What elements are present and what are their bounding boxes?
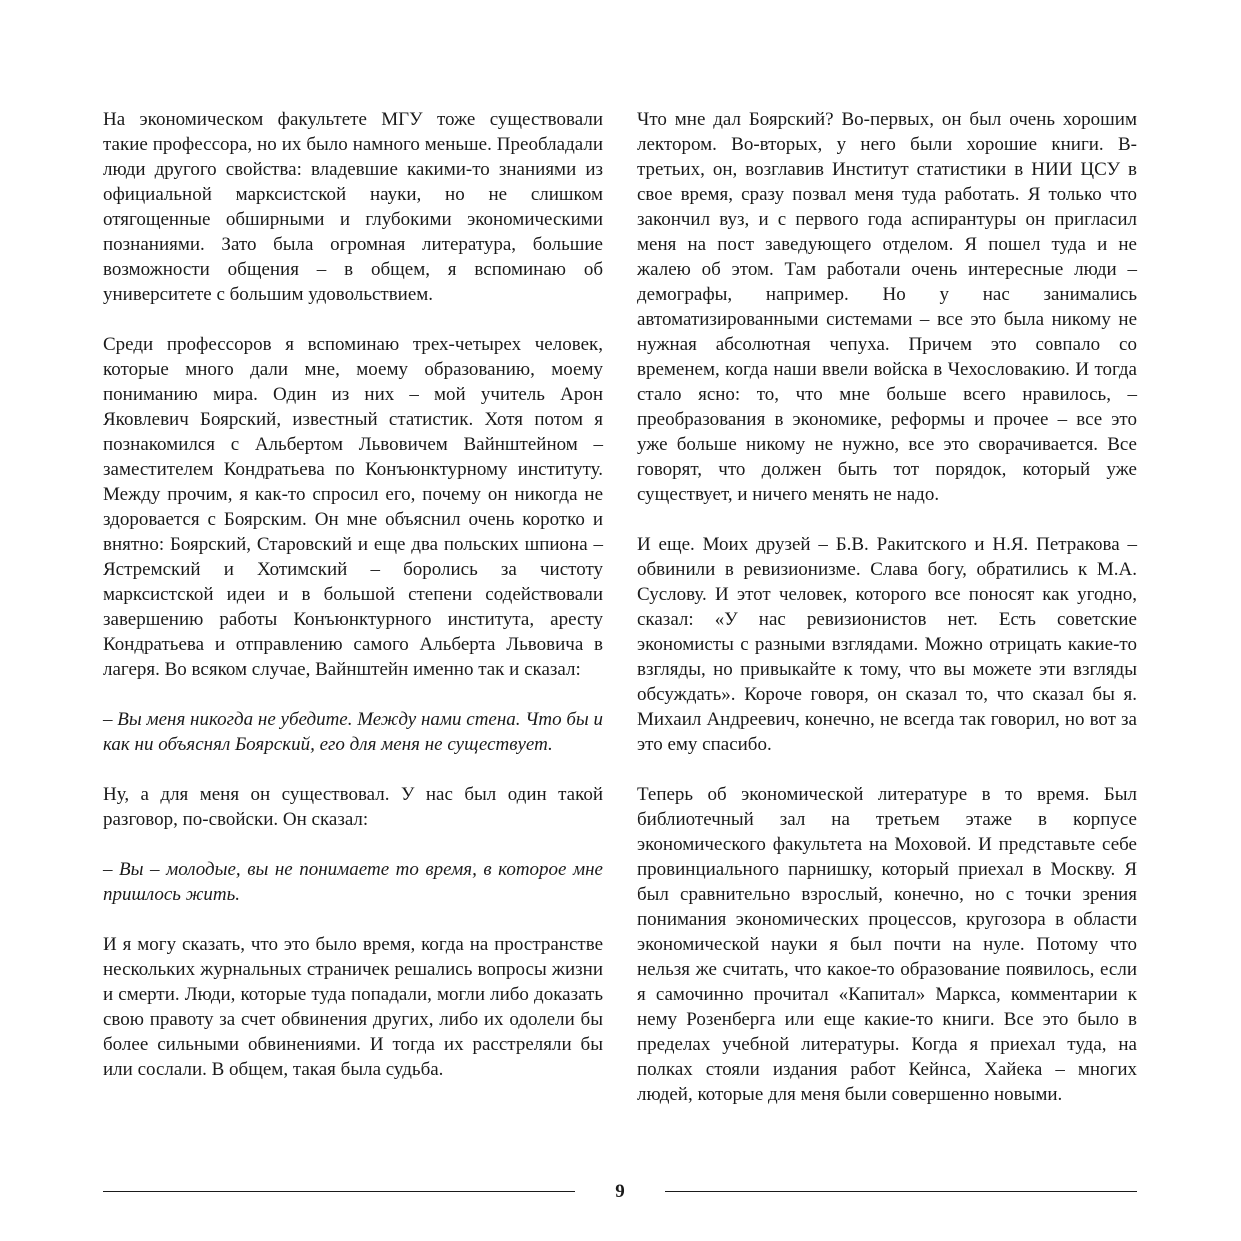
right-column (637, 107, 1137, 1107)
quote-paragraph: – Вы меня никогда не убедите. Между нами стена. Что бы и как ни объяснял Боярский, его для меня не существует. (103, 709, 604, 755)
page-number: 9 (615, 1181, 625, 1202)
paragraph: Ну, а для меня он существовал. У нас был один такой разговор, по-свойски. Он сказал: (103, 784, 603, 830)
quote-paragraph: – Вы – молодые, вы не понимаете то время, в которое мне пришлось жить. (103, 859, 603, 905)
paragraph: На экономическом факультете МГУ тоже существовали такие профессора, но их было намного меньше. Преобладали люди другого свойства: владевшие какими-то знаниями из официальной марксистской науки, но не слишком отягощенные обширными и глубокими экономическими познаниями. Зато была огромная литература, большие возможности общения – в общем, я вспоминаю об университете с большим удовольствием. (103, 109, 603, 305)
paragraph: И еще. Моих друзей – Б.В. Ракитского и Н.Я. Петракова – обвинили в ревизионизме. Слава богу, обратились к М.А. Суслову. И этот человек, которого все поносят как угодно, сказал: «У нас ревизионистов нет. Есть советские экономисты с разными взглядами. Можно отрицать какие-то взгляды, но привыкайте к тому, что вы можете эти взгляды обсуждать». Короче говоря, он сказал то, что сказал бы я. Михаил Андреевич, конечно, не всегда так говорил, но вот за это ему спасибо. (637, 534, 1137, 755)
paragraph: Среди профессоров я вспоминаю трех-четырех человек, которые много дали мне, моему образованию, моему пониманию мира. Один из них – мой учитель Арон Яковлевич Боярский, известный статистик. Хотя потом я познакомился с Альбертом Львовичем Вайнштейном – заместителем Кондратьева по Конъюнктурному институту. Между прочим, я как-то спросил его, почему он никогда не здоровается с Боярским. Он мне объяснил очень коротко и внятно: Боярский, Старовский и еще два польских шпиона – Ястремский и Хотимский – боролись за чистоту марксистской идеи и в большой степени содействовали завершению работы Конъюнктурного института, аресту Кондратьева и отправлению самого Альберта Львовича в лагеря. Во всяком случае, Вайнштейн именно так и сказал: (103, 334, 603, 680)
left-column (103, 107, 603, 1082)
paragraph: Что мне дал Боярский? Во-первых, он был очень хорошим лектором. Во-вторых, у него были хорошие книги. В-третьих, он, возглавив Институт статистики в НИИ ЦСУ в свое время, сразу позвал меня туда работать. Я только что закончил вуз, и с первого года аспирантуры он пригласил меня на пост заведующего отделом. Я пошел туда и не жалею об этом. Там работали очень интересные люди – демографы, например. Но у нас занимались автоматизированными системами – все это была никому не нужная абсолютная чепуха. Причем это совпало со временем, когда наши ввели войска в Чехословакию. И тогда стало ясно: то, что мне больше всего нравилось, – преобразования в экономике, реформы и прочее – все это уже больше никому не нужно, все это сворачивается. Все говорят, что должен быть тот порядок, который уже существует, и ничего менять не надо. (637, 109, 1137, 505)
paragraph: И я могу сказать, что это было время, когда на пространстве нескольких журнальных страничек решались вопросы жизни и смерти. Люди, которые туда попадали, могли либо доказать свою правоту за счет обвинения других, либо их одолели бы более сильными обвинениями. И тогда их расстреляли бы или сослали. В общем, такая была судьба. (103, 934, 603, 1080)
paragraph: Теперь об экономической литературе в то время. Был библиотечный зал на третьем этаже в корпусе экономического факультета на Моховой. И представьте себе провинциального парнишку, который приехал в Москву. Я был сравнительно взрослый, конечно, но с точки зрения понимания экономических процессов, кругозора в области экономической науки я был почти на нуле. Потому что нельзя же считать, что какое-то образование появилось, если я самочинно прочитал «Капитал» Маркса, комментарии к нему Розенберга или еще какие-то книги. Все это было в пределах учебной литературы. Когда я приехал туда, на полках стояли издания работ Кейнса, Хайека – многих людей, которые для меня были совершенно новыми. (637, 784, 1137, 1105)
page-footer (103, 1180, 1137, 1204)
footer-rule-right (665, 1191, 1137, 1192)
